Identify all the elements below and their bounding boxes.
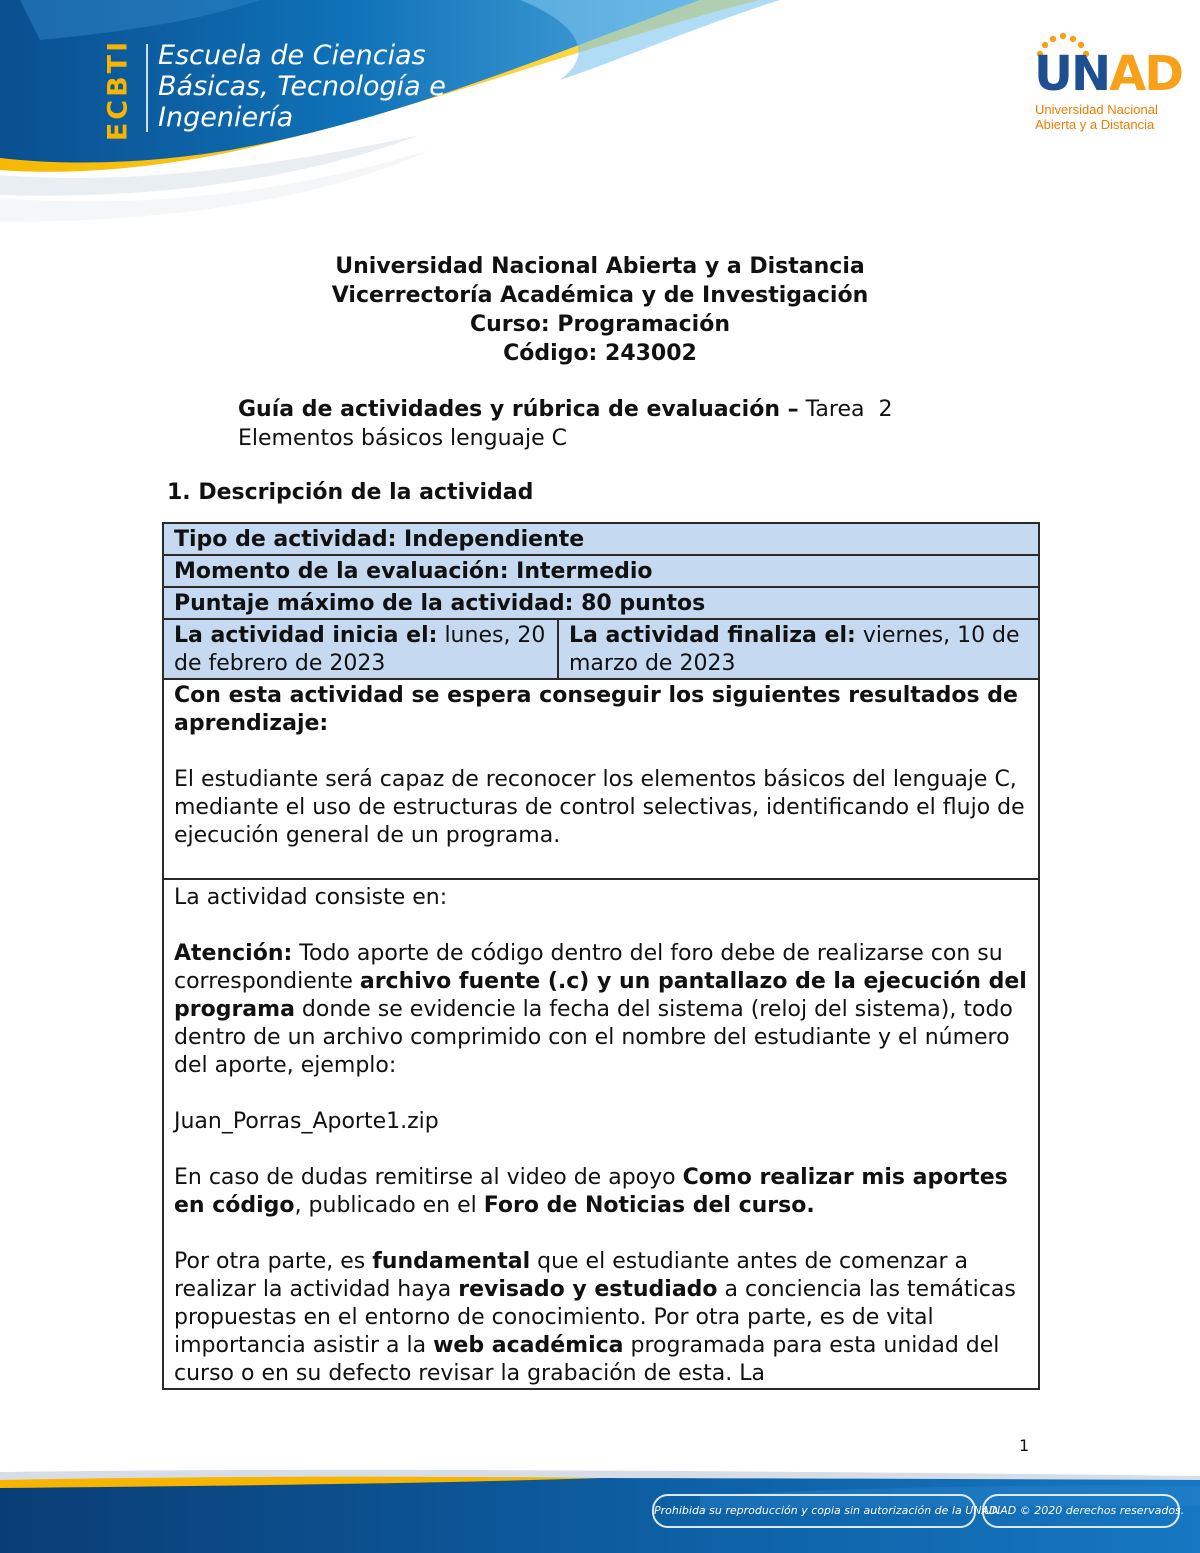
school-name-line: Escuela de Ciencias xyxy=(158,40,426,71)
learning-outcomes-cell xyxy=(163,679,1039,879)
activity-table xyxy=(162,522,1040,1390)
table-row xyxy=(163,619,1039,679)
logo-subtitle: Universidad Nacional Abierta y a Distancia xyxy=(1035,102,1158,132)
logo-wordmark: UNAD xyxy=(1034,46,1183,102)
guide-subtitle: Elementos básicos lenguaje C xyxy=(238,426,568,451)
end-date-label: La actividad finaliza el: xyxy=(569,623,856,648)
unad-logo xyxy=(1030,30,1183,140)
school-name-line: Ingeniería xyxy=(158,102,294,133)
table-row xyxy=(163,879,1039,1389)
table-row xyxy=(163,523,1039,555)
max-score: Puntaje máximo de la actividad: 80 puntos xyxy=(163,587,1039,619)
document-title xyxy=(0,252,1200,368)
title-university: Universidad Nacional Abierta y a Distancia xyxy=(335,254,865,279)
activity-consists: La actividad consiste en: xyxy=(174,885,448,910)
title-code: Código: 243002 xyxy=(503,341,697,366)
start-date-value: lunes, 20 de febrero de 2023 xyxy=(174,623,546,676)
footer-banner xyxy=(0,1466,1200,1553)
end-date-value: viernes, 10 de marzo de 2023 xyxy=(569,623,1020,676)
guide-title-task: Tarea 2 xyxy=(798,397,893,422)
section-heading: 1. Descripción de la actividad xyxy=(167,480,534,505)
guide-title xyxy=(238,395,892,453)
doubts-paragraph: En caso de dudas remitirse al video de apoyo Como realizar mis aportes en código, publicado en el Foro de Noticias del curso. xyxy=(174,1165,1008,1218)
title-course: Curso: Programación xyxy=(470,312,730,337)
end-date-cell xyxy=(558,619,1039,679)
activity-content-cell xyxy=(163,879,1039,1389)
guide-title-bold: Guía de actividades y rúbrica de evaluación – xyxy=(238,397,799,422)
table-row xyxy=(163,555,1039,587)
evaluation-moment: Momento de la evaluación: Intermedio xyxy=(163,555,1039,587)
copyright-notice-right: UNAD © 2020 derechos reservados. xyxy=(982,1494,1180,1528)
example-filename: Juan_Porras_Aporte1.zip xyxy=(174,1109,439,1134)
activity-type: Tipo de actividad: Independiente xyxy=(163,523,1039,555)
copyright-notice-left: Prohibida su reproducción y copia sin autorización de la UNAD. xyxy=(652,1494,976,1528)
learning-outcomes-text: El estudiante será capaz de reconocer los elementos básicos del lenguaje C, mediante el uso de estructuras de control selectivas, identificando el flujo de ejecución general de un programa. xyxy=(174,767,1025,848)
ecbti-label: ECBTI xyxy=(102,38,134,142)
study-paragraph: Por otra parte, es fundamental que el estudiante antes de comenzar a realizar la actividad haya revisado y estudiado a conciencia las temáticas propuestas en el entorno de conocimiento. Por otra parte, es de vital importancia asistir a la web académica programada para esta unidad del curso o en su defecto revisar la grabación de esta. La xyxy=(174,1249,1016,1386)
title-vicerrectoria: Vicerrectoría Académica y de Investigación xyxy=(331,283,869,308)
attention-paragraph: Atención: Todo aporte de código dentro del foro debe de realizarse con su correspondiente archivo fuente (.c) y un pantallazo de la ejecución del programa donde se evidencie la fecha del sistema (reloj del sistema), todo dentro de un archivo comprimido con el nombre del estudiante y el número del aporte, ejemplo: xyxy=(174,941,1027,1078)
header-banner xyxy=(0,0,1200,230)
table-row xyxy=(163,587,1039,619)
school-name-line: Básicas, Tecnología e xyxy=(158,71,446,102)
banner-divider xyxy=(146,44,148,132)
school-name xyxy=(158,40,446,133)
page-number: 1 xyxy=(1019,1436,1030,1455)
start-date-cell xyxy=(163,619,558,679)
learning-outcomes-heading: Con esta actividad se espera conseguir los siguientes resultados de aprendizaje: xyxy=(174,683,1018,736)
table-row xyxy=(163,679,1039,879)
start-date-label: La actividad inicia el: xyxy=(174,623,438,648)
